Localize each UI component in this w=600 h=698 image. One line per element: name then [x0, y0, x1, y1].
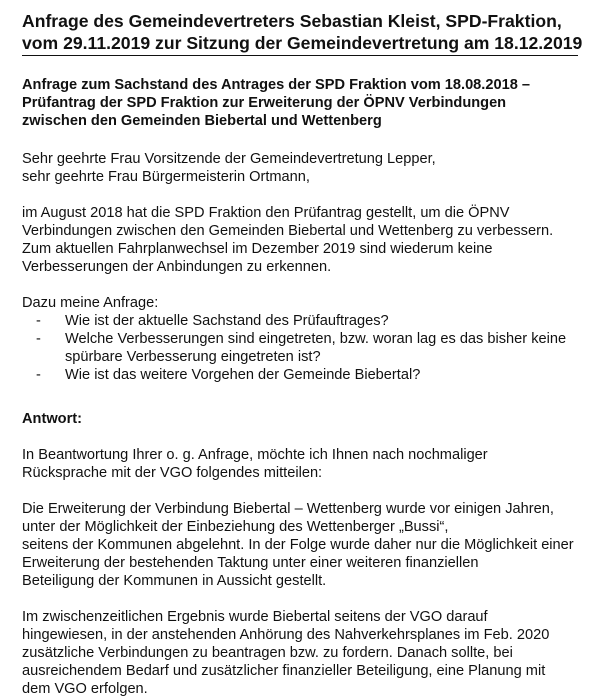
intro-paragraph: [22, 204, 592, 276]
answer-line: dem VGO erfolgen.: [22, 681, 148, 697]
salutation: [22, 150, 592, 186]
answer-line: unter der Möglichkeit der Einbeziehung des Wettenberger „Bussi“,: [22, 519, 449, 535]
answer-line: Im zwischenzeitlichen Ergebnis wurde Biebertal seitens der VGO darauf: [22, 609, 488, 625]
question-line: Wie ist der aktuelle Sachstand des Prüfauftrages?: [65, 313, 389, 329]
document-header: [22, 10, 592, 56]
answer-line: Rücksprache mit der VGO folgendes mitteilen:: [22, 465, 323, 481]
answer-line: ausreichendem Bedarf und zusätzlicher finanzieller Beteiligung, eine Planung mit: [22, 663, 546, 679]
document-page: [22, 10, 592, 698]
answer-line: Erweiterung der bestehenden Taktung unter einer weiteren finanziellen: [22, 555, 479, 571]
answer-line: zusätzliche Verbindungen zu beantragen bzw. zu fordern. Danach sollte, bei: [22, 645, 513, 661]
answer-line: In Beantwortung Ihrer o. g. Anfrage, möchte ich Ihnen nach nochmaliger: [22, 447, 488, 463]
subject-line: Prüfantrag der SPD Fraktion zur Erweiterung der ÖPNV Verbindungen: [22, 95, 507, 111]
header-line-1: Anfrage des Gemeindevertreters Sebastian Kleist, SPD-Fraktion,: [22, 11, 562, 31]
questions-lead: Dazu meine Anfrage:: [22, 295, 159, 311]
answer-line: seitens der Kommunen abgelehnt. In der Folge wurde daher nur die Möglichkeit einer: [22, 537, 574, 553]
answer-paragraph-1: [22, 446, 592, 482]
intro-line: Verbindungen zwischen den Gemeinden Biebertal und Wettenberg zu verbessern.: [22, 223, 554, 239]
answer-line: hingewiesen, in der anstehenden Anhörung des Nahverkehrsplanes im Feb. 2020: [22, 627, 550, 643]
questions-section: [22, 294, 592, 384]
question-line: spürbare Verbesserung eingetreten ist?: [65, 349, 321, 365]
list-item: [22, 312, 592, 330]
salutation-line: Sehr geehrte Frau Vorsitzende der Gemeindevertretung Lepper,: [22, 151, 436, 167]
answer-heading: Antwort:: [22, 411, 82, 427]
answer-line: Beteiligung der Kommunen in Aussicht gestellt.: [22, 573, 327, 589]
question-line: Wie ist das weitere Vorgehen der Gemeinde Biebertal?: [65, 367, 421, 383]
header-line-2: vom 29.11.2019 zur Sitzung der Gemeindevertretung am 18.12.2019: [22, 32, 578, 56]
dash-bullet: -: [36, 313, 41, 329]
answer-paragraph-2: [22, 500, 592, 590]
intro-line: im August 2018 hat die SPD Fraktion den Prüfantrag gestellt, um die ÖPNV: [22, 205, 510, 221]
salutation-line: sehr geehrte Frau Bürgermeisterin Ortmann,: [22, 169, 310, 185]
subject-heading: [22, 76, 592, 130]
list-item: [22, 330, 592, 366]
answer-line: Die Erweiterung der Verbindung Biebertal – Wettenberg wurde vor einigen Jahren,: [22, 501, 554, 517]
answer-paragraph-3: [22, 608, 592, 698]
subject-line: zwischen den Gemeinden Biebertal und Wettenberg: [22, 113, 382, 129]
dash-bullet: -: [36, 367, 41, 383]
questions-list: [22, 312, 592, 384]
question-line: Welche Verbesserungen sind eingetreten, bzw. woran lag es das bisher keine: [65, 331, 567, 347]
intro-line: Verbesserungen der Anbindungen zu erkennen.: [22, 259, 332, 275]
dash-bullet: -: [36, 331, 41, 347]
intro-line: Zum aktuellen Fahrplanwechsel im Dezember 2019 sind wiederum keine: [22, 241, 493, 257]
subject-line: Anfrage zum Sachstand des Antrages der SPD Fraktion vom 18.08.2018 –: [22, 77, 530, 93]
list-item: [22, 366, 592, 384]
